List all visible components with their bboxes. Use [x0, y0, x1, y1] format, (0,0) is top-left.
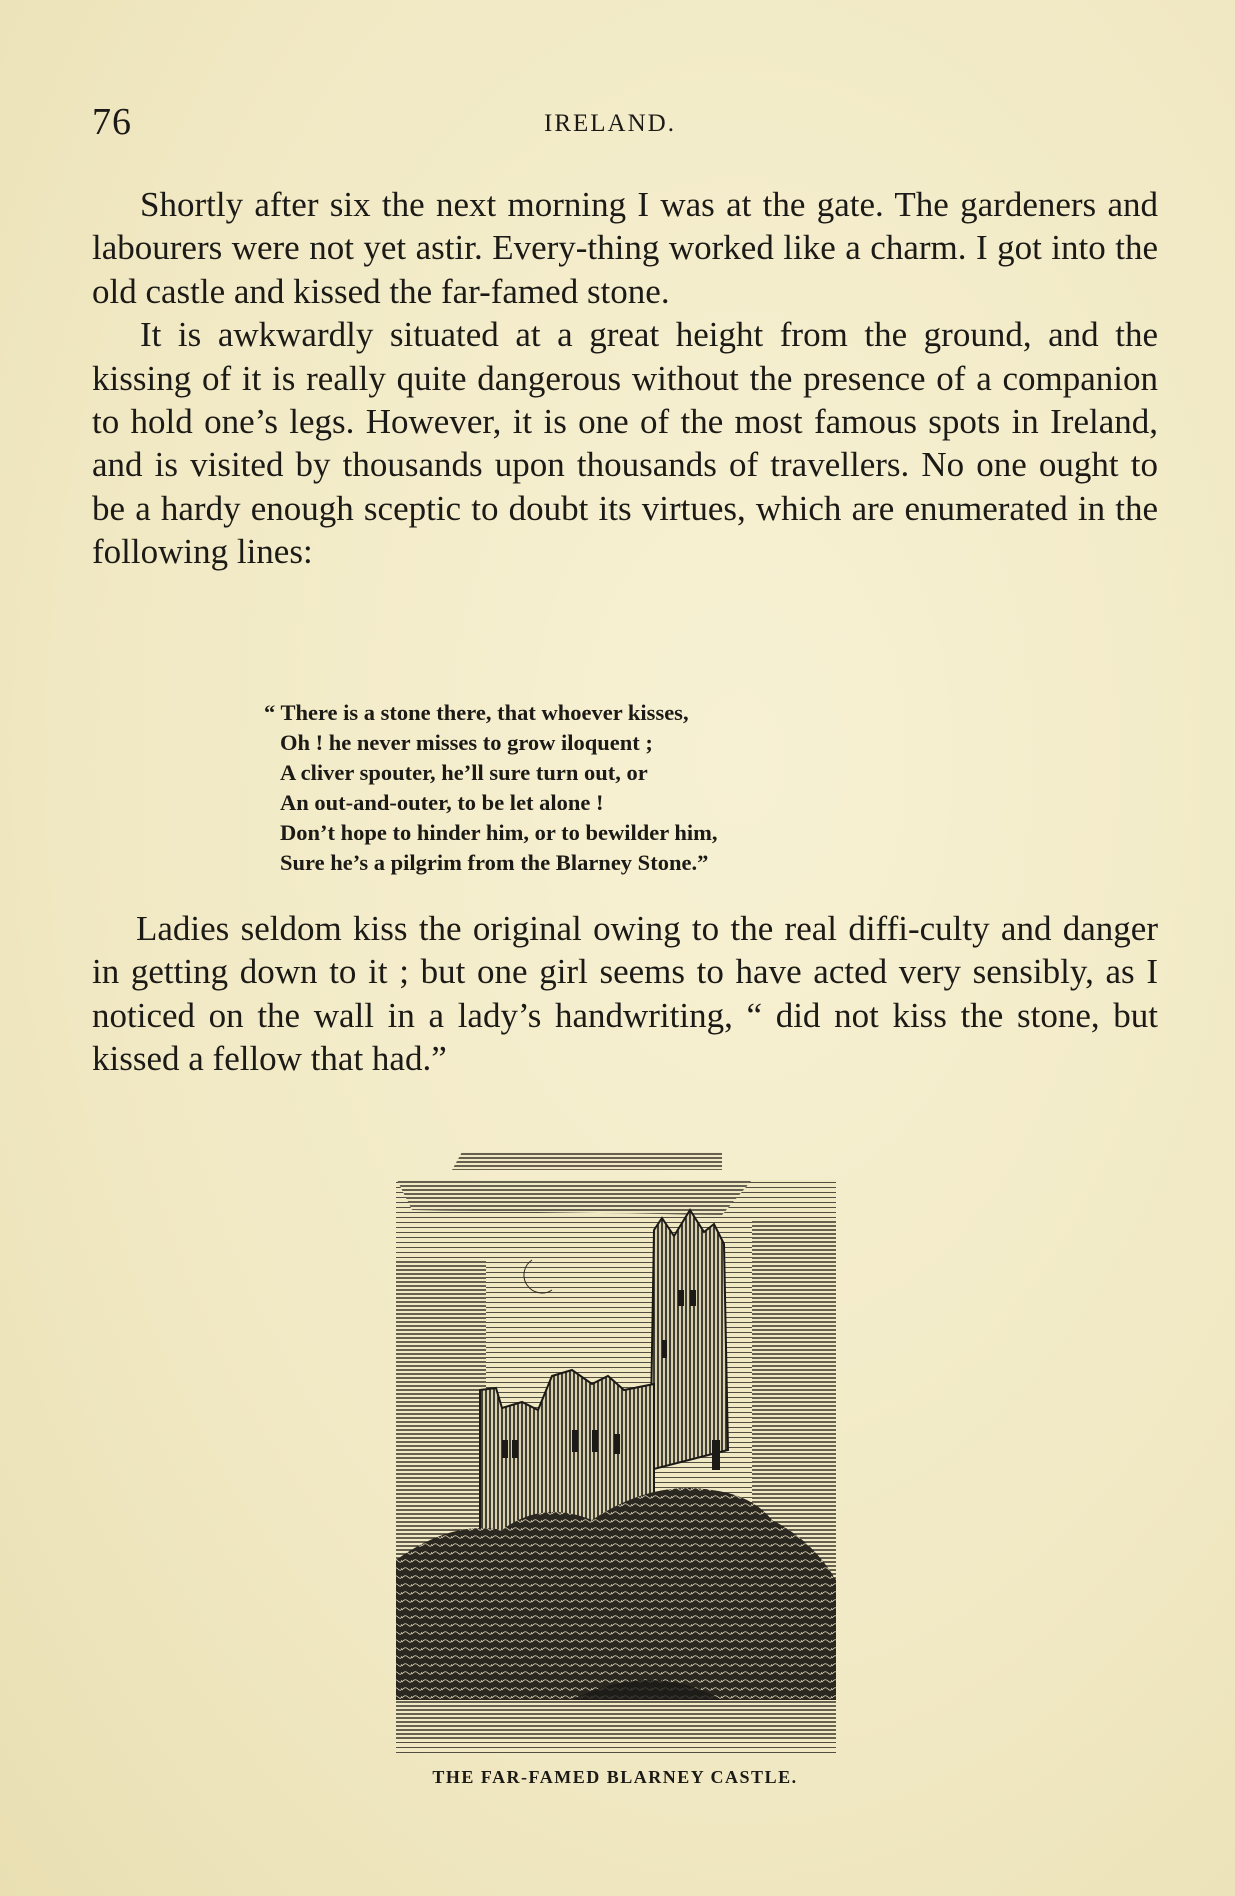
verse-line: “ There is a stone there, that whoever kisses, — [264, 700, 689, 725]
verse-line: Oh ! he never misses to grow iloquent ; — [280, 730, 653, 755]
verse-block — [264, 698, 718, 878]
verse-line: Sure he’s a pilgrim from the Blarney Stone.” — [280, 850, 709, 875]
verse-line: A cliver spouter, he’ll sure turn out, or — [280, 760, 648, 785]
running-head: IRELAND. — [544, 110, 676, 137]
castle-engraving — [392, 1140, 842, 1760]
paragraph-2: It is awkwardly situated at a great height from the ground, and the kissing of it is really quite dangerous without the presence of a companion to hold one’s legs. However, it is one of the most famous spots in Ireland, and is visited by thousands upon thousands of travellers. No one ought to be a hardy enough sceptic to doubt its virtues, which are enumerated in the following lines: — [92, 315, 1158, 572]
body-text — [92, 183, 1158, 574]
page-number: 76 — [92, 101, 132, 143]
verse-line: Don’t hope to hinder him, or to bewilder him, — [280, 820, 718, 845]
paragraph-1: Shortly after six the next morning I was at the gate. The gardeners and labourers were not yet astir. Every-thing worked like a charm. I got into the old castle and kissed the far-famed stone. — [92, 185, 1158, 311]
illustration-caption: THE FAR-FAMED BLARNEY CASTLE. — [432, 1767, 798, 1787]
verse-line: An out-and-outer, to be let alone ! — [280, 790, 604, 815]
castle-engraving-art — [392, 1140, 842, 1760]
closing-text — [92, 907, 1158, 1081]
page-header — [92, 100, 1156, 150]
paragraph-3: Ladies seldom kiss the original owing to the real diffi-culty and danger in getting down to it ; but one girl seems to have acted very sensibly, as I noticed on the wall in a lady’s handwriting, “ did not kiss the stone, but kissed a fellow that had.” — [92, 909, 1158, 1079]
